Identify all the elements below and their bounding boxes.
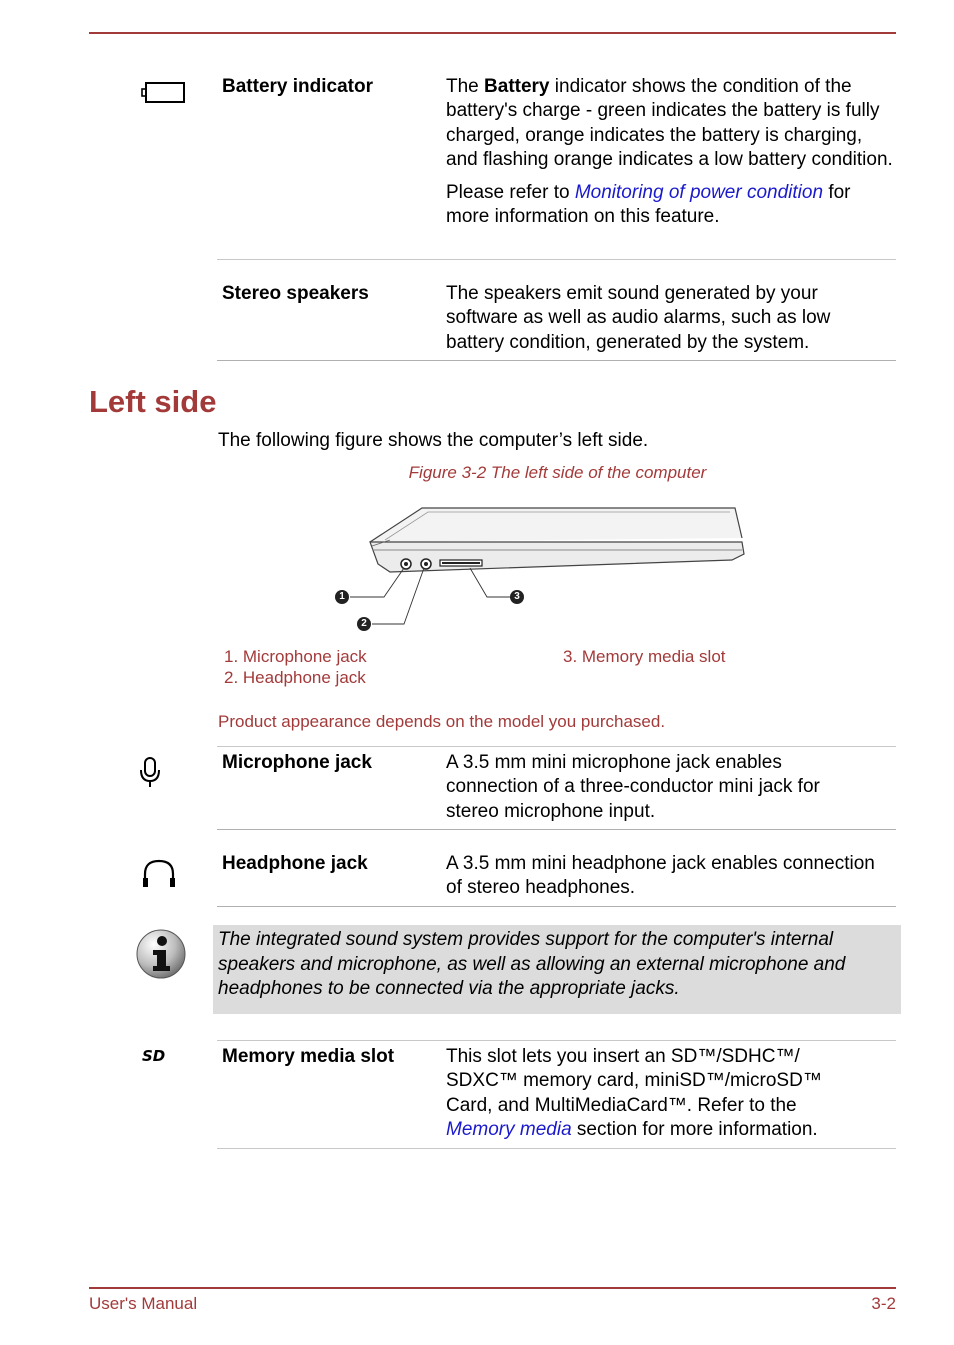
battery-term: Battery indicator — [222, 76, 373, 97]
row-separator — [217, 1040, 896, 1041]
legend-microphone: 1. Microphone jack — [224, 647, 367, 666]
microphone-term: Microphone jack — [222, 752, 372, 773]
svg-text:SD: SD — [142, 1047, 166, 1064]
footer-page-number: 3-2 — [871, 1294, 896, 1313]
info-note-text: The integrated sound system provides support for the computer's internal speakers and microphone, as well as allowing an external microphone and headphones to be connected via the appropriate jacks. — [218, 929, 846, 999]
speakers-term: Stereo speakers — [222, 283, 369, 304]
info-icon — [135, 928, 187, 985]
headphone-description: A 3.5 mm mini headphone jack enables connection of stereo headphones. — [446, 853, 875, 899]
row-separator — [217, 746, 896, 747]
legend-headphone: 2. Headphone jack — [224, 668, 366, 687]
microphone-description: A 3.5 mm mini microphone jack enables connection of a three-conductor mini jack for stereo microphone input. — [446, 752, 820, 822]
laptop-left-side-figure — [330, 500, 750, 645]
header-rule — [89, 32, 896, 34]
appearance-note: Product appearance depends on the model you purchased. — [218, 712, 666, 731]
link-monitoring-power[interactable]: Monitoring of power condition — [574, 182, 824, 204]
row-separator — [217, 259, 896, 260]
section-heading: Left side — [89, 384, 217, 419]
headphone-icon — [141, 858, 177, 893]
row-separator — [217, 829, 896, 830]
row-separator — [217, 1148, 896, 1149]
callout-3: 3 — [510, 590, 524, 604]
callout-1: 1 — [335, 590, 349, 604]
footer-rule — [89, 1287, 896, 1289]
figure-caption: Figure 3-2 The left side of the computer — [408, 463, 707, 482]
row-separator — [217, 906, 896, 907]
headphone-term: Headphone jack — [222, 853, 368, 874]
legend-memory-slot: 3. Memory media slot — [563, 647, 726, 666]
callout-2: 2 — [357, 617, 371, 631]
sd-card-icon — [141, 1046, 183, 1069]
memory-description: This slot lets you insert an SD™/SDHC™/ SDXC™ memory card, miniSD™/microSD™ Card, and MultiMediaCard™. Refer to the Memory media section for more information. — [446, 1046, 822, 1140]
speakers-description: The speakers emit sound generated by your software as well as audio alarms, such as low battery condition, generated by the system. — [446, 283, 831, 353]
battery-icon — [141, 81, 187, 110]
section-intro: The following figure shows the computer’s left side. — [218, 430, 649, 451]
row-separator — [217, 360, 896, 361]
footer-manual-title: User's Manual — [89, 1294, 198, 1313]
link-memory-media[interactable]: Memory media — [446, 1118, 572, 1140]
battery-description: The Battery indicator shows the condition of the battery's charge - green indicates the battery is fully charged, orange indicates the battery is charging, and flashing orange indicates a low battery condition. Please refer to Monitoring of power condition for more information on this feature. — [446, 76, 893, 228]
microphone-icon — [139, 756, 161, 793]
memory-term: Memory media slot — [222, 1046, 395, 1067]
